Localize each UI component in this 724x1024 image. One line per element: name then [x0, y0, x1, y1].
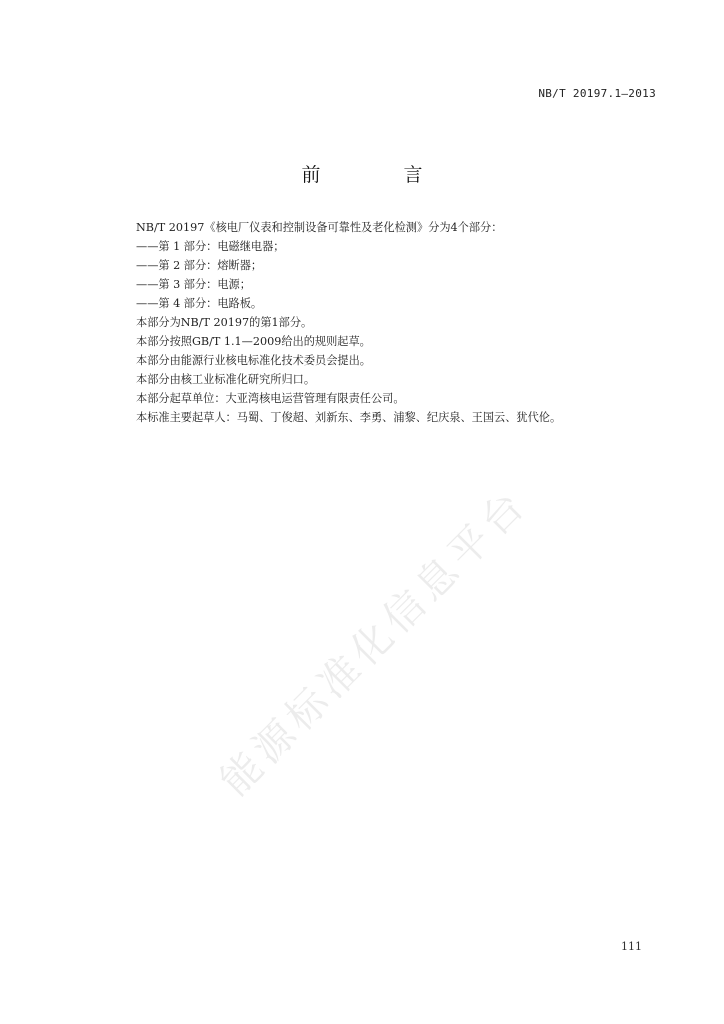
list-item-part-4: ——第 4 部分：电路板。 [136, 297, 263, 310]
paragraph-drafters: 本标准主要起草人：马蜀、丁俊超、刘新东、李勇、浦黎、纪庆泉、王国云、犹代伦。 [136, 411, 562, 424]
list-item-part-1: ——第 1 部分：电磁继电器； [136, 240, 285, 253]
standard-code: NB/T 20197.1—2013 [538, 87, 656, 100]
paragraph-this-part: 本部分为NB/T 20197的第1部分。 [136, 316, 313, 329]
paragraph-drafting-unit: 本部分起草单位：大亚湾核电运营管理有限责任公司。 [136, 392, 405, 405]
watermark: 能源标准化信息平台 [211, 479, 538, 806]
paragraph-series-intro: NB/T 20197《核电厂仪表和控制设备可靠性及老化检测》分为4个部分： [136, 221, 503, 234]
paragraph-drafting-rules: 本部分按照GB/T 1.1—2009给出的规则起草。 [136, 335, 371, 348]
foreword-body [136, 218, 656, 427]
page-title: 前 言 [301, 164, 455, 186]
list-item-part-2: ——第 2 部分：熔断器； [136, 259, 263, 272]
paragraph-managed-by: 本部分由核工业标准化研究所归口。 [136, 373, 316, 386]
list-item-part-3: ——第 3 部分：电源； [136, 278, 251, 291]
page-number: 111 [621, 940, 642, 953]
paragraph-proposed-by: 本部分由能源行业核电标准化技术委员会提出。 [136, 354, 371, 367]
